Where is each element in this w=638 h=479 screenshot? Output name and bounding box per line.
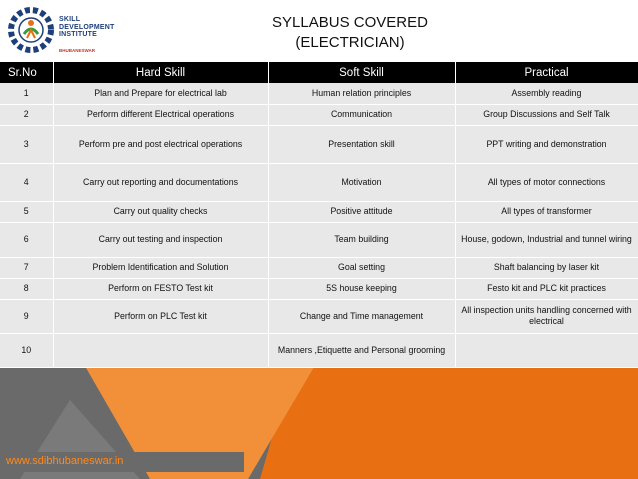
cell-soft-skill: Presentation skill xyxy=(268,125,455,163)
cell-practical: All inspection units handling concerned with electrical xyxy=(455,299,638,333)
table-row xyxy=(0,278,638,299)
cell-hard-skill: Perform pre and post electrical operations xyxy=(53,125,268,163)
cell-sr-no: 10 xyxy=(0,333,53,367)
logo-subtext: BHUBANESWAR xyxy=(59,48,95,53)
cell-practical: PPT writing and demonstration xyxy=(455,125,638,163)
logo-emblem-icon xyxy=(6,4,56,56)
cell-practical: Shaft balancing by laser kit xyxy=(455,257,638,278)
cell-soft-skill: Team building xyxy=(268,222,455,257)
table-row xyxy=(0,222,638,257)
cell-soft-skill: Communication xyxy=(268,104,455,125)
cell-practical xyxy=(455,333,638,367)
table-row xyxy=(0,104,638,125)
institute-logo xyxy=(6,4,146,60)
table-row xyxy=(0,163,638,201)
syllabus-table xyxy=(0,62,638,368)
cell-practical: Festo kit and PLC kit practices xyxy=(455,278,638,299)
cell-hard-skill: Carry out testing and inspection xyxy=(53,222,268,257)
cell-hard-skill xyxy=(53,333,268,367)
slide-title-line2: (ELECTRICIAN) xyxy=(295,34,405,51)
cell-sr-no: 7 xyxy=(0,257,53,278)
cell-sr-no: 4 xyxy=(0,163,53,201)
cell-sr-no: 2 xyxy=(0,104,53,125)
table-row xyxy=(0,125,638,163)
cell-hard-skill: Carry out quality checks xyxy=(53,201,268,222)
cell-practical: House, godown, Industrial and tunnel wiring xyxy=(455,222,638,257)
table-header-row xyxy=(0,62,638,83)
logo-wordmark: SKILL DEVELOPMENT INSTITUTE xyxy=(59,16,115,39)
cell-soft-skill: Change and Time management xyxy=(268,299,455,333)
cell-practical: All types of motor connections xyxy=(455,163,638,201)
cell-sr-no: 6 xyxy=(0,222,53,257)
cell-practical: Assembly reading xyxy=(455,83,638,104)
table-row xyxy=(0,333,638,367)
cell-sr-no: 5 xyxy=(0,201,53,222)
cell-hard-skill: Perform different Electrical operations xyxy=(53,104,268,125)
cell-sr-no: 8 xyxy=(0,278,53,299)
cell-soft-skill: Manners ,Etiquette and Personal grooming xyxy=(268,333,455,367)
header-sr-no: Sr.No xyxy=(0,62,53,83)
table-row xyxy=(0,299,638,333)
cell-hard-skill: Perform on PLC Test kit xyxy=(53,299,268,333)
cell-sr-no: 9 xyxy=(0,299,53,333)
cell-hard-skill: Plan and Prepare for electrical lab xyxy=(53,83,268,104)
website-footer xyxy=(0,452,244,472)
cell-practical: All types of transformer xyxy=(455,201,638,222)
table-row xyxy=(0,257,638,278)
cell-soft-skill: Goal setting xyxy=(268,257,455,278)
slide-title xyxy=(220,13,480,53)
cell-soft-skill: Positive attitude xyxy=(268,201,455,222)
cell-soft-skill: Human relation principles xyxy=(268,83,455,104)
header-hard-skill: Hard Skill xyxy=(53,62,268,83)
cell-soft-skill: Motivation xyxy=(268,163,455,201)
cell-sr-no: 3 xyxy=(0,125,53,163)
slide-title-line1: SYLLABUS COVERED xyxy=(272,14,428,31)
website-link[interactable]: www.sdibhubaneswar.in xyxy=(6,455,124,467)
cell-sr-no: 1 xyxy=(0,83,53,104)
table-row xyxy=(0,201,638,222)
cell-soft-skill: 5S house keeping xyxy=(268,278,455,299)
cell-practical: Group Discussions and Self Talk xyxy=(455,104,638,125)
header-soft-skill: Soft Skill xyxy=(268,62,455,83)
header-practical: Practical xyxy=(455,62,638,83)
cell-hard-skill: Carry out reporting and documentations xyxy=(53,163,268,201)
table-row xyxy=(0,83,638,104)
cell-hard-skill: Perform on FESTO Test kit xyxy=(53,278,268,299)
cell-hard-skill: Problem Identification and Solution xyxy=(53,257,268,278)
